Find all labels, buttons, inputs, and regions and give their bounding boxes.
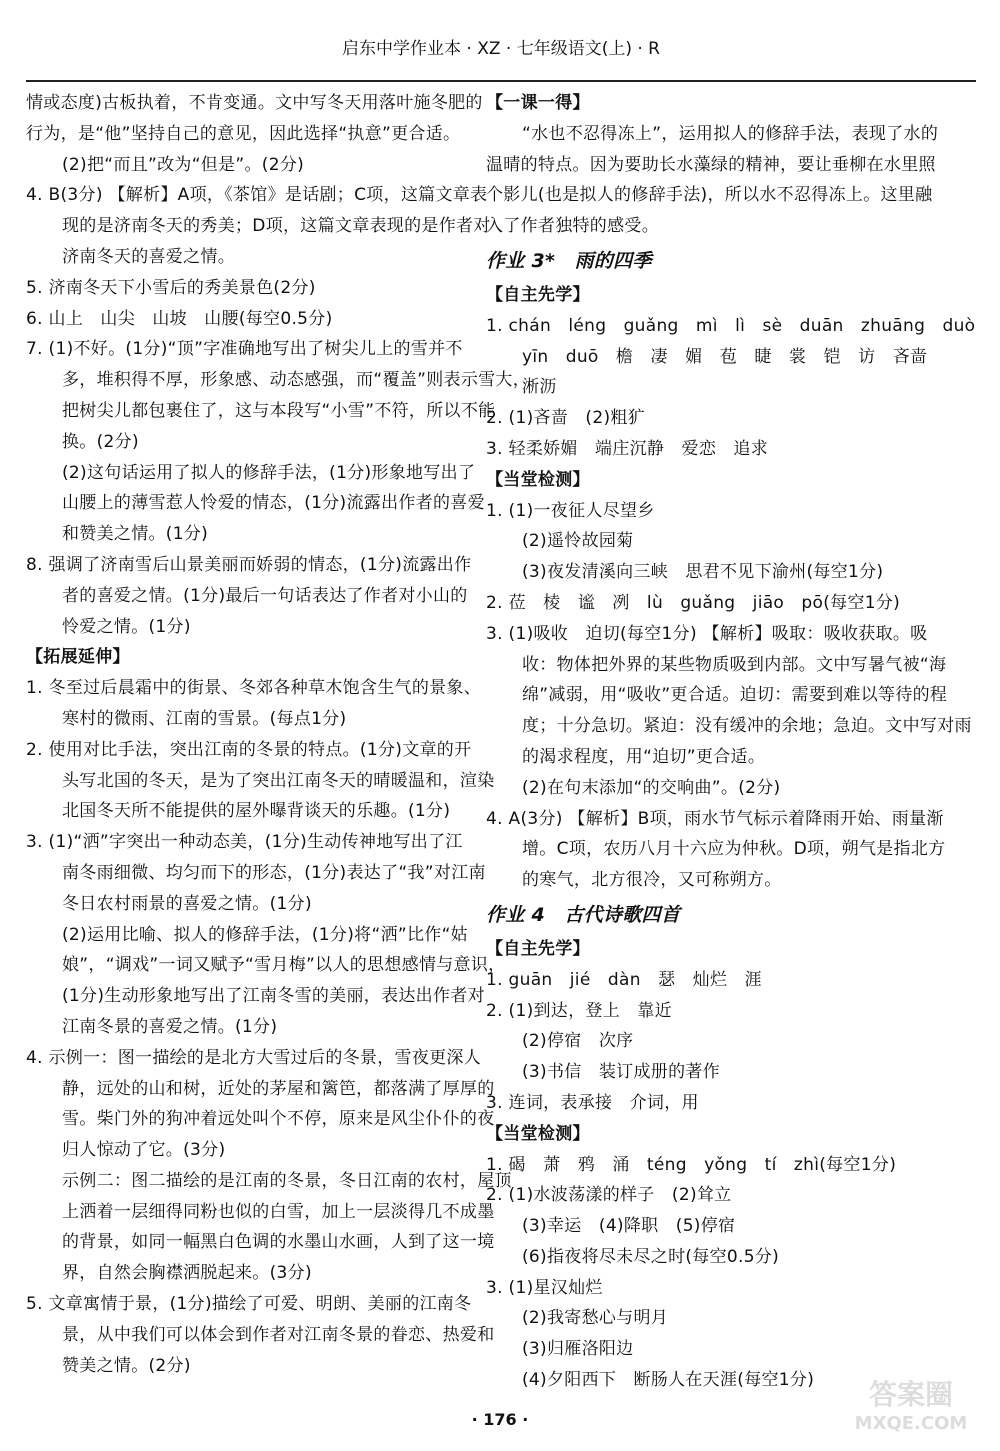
section-heading: 【当堂检测】 [486,469,590,490]
text-line: 5. 文章寓情于景，(1分)描绘了可爱、明朗、美丽的江南冬 [26,1294,472,1315]
text-line: 8. 强调了济南雪后山景美丽而娇弱的情态，(1分)流露出作 [26,554,472,575]
text-line: 2. (1)水波荡漾的样子 (2)耸立 [486,1185,732,1206]
text-line: 江南冬景的喜爱之情。(1分) [62,1016,278,1037]
text-line: 怜爱之情。(1分) [62,616,191,637]
text-line: 1. 碣 萧 鸦 涌 téng yǒng tí zhì(每空1分) [486,1154,897,1175]
text-line: 2. 莅 棱 谧 冽 lù guǎng jiāo pō(每空1分) [486,592,901,613]
text-line: 2. (1)吝啬 (2)粗犷 [486,408,645,429]
text-line: 2. (1)到达，登上 靠近 [486,1000,672,1021]
section-heading: 【一课一得】 [486,93,590,113]
text-line: 景，从中我们可以体会到作者对江南冬景的眷恋、热爱和 [62,1324,495,1345]
page-number: · 176 · [471,1410,529,1429]
text-line: 的渴求程度，用“迫切”更合适。 [522,746,766,767]
left-column [26,88,531,1381]
text-line: (3)归雁洛阳边 [522,1339,634,1360]
text-line: (2)运用比喻、拟人的修辞手法，(1分)将“洒”比作“姑 [62,924,468,945]
text-line: 娘”，“调戏”一词又赋予“雪月梅”以人的思想感情与意识， [62,955,506,976]
text-line: 度；十分急切。紧迫：没有缓冲的余地；急迫。文中写对雨 [522,716,972,737]
text-line: (4)夕阳西下 断肠人在天涯(每空1分) [522,1370,815,1391]
text-line: 3. 连词，表承接 介词，用 [486,1092,699,1113]
text-line: yīn duō 檐 凄 媚 苞 睫 裳 铠 访 吝啬 [522,346,928,367]
text-line: 北国冬天所不能提供的屋外曝背谈天的乐趣。(1分) [62,801,451,822]
text-line: 6. 山上 山尖 山坡 山腰(每空0.5分) [26,308,333,329]
text-line: 者的喜爱之情。(1分)最后一句话表达了作者对小山的 [62,585,468,606]
text-line: 1. guān jié dàn 瑟 灿烂 涯 [486,969,762,990]
text-line: (2)我寄愁心与明月 [522,1308,669,1329]
text-line: (3)幸运 (4)降职 (5)停宿 [522,1216,736,1237]
text-line: 个影儿(也是拟人的修辞手法)，所以水不忍得冻上。这里融 [486,185,933,206]
text-line: 绵”减弱，用“吸收”更合适。迫切：需要到难以等待的程 [522,685,948,706]
text-line: 上洒着一层细得同粉也似的白雪，加上一层淡得几不成墨 [62,1201,495,1222]
text-line: 界，自然会胸襟洒脱起来。(3分) [62,1263,312,1284]
text-line: 情或态度)古板执着，不肯变通。文中写冬天用落叶施冬肥的 [26,93,483,113]
text-line: 南冬雨细微、均匀而下的形态，(1分)表达了“我”对江南 [62,862,486,883]
text-line: 多，堆积得不厚，形象感、动态感强，而“覆盖”则表示雪大， [62,370,531,391]
text-line: 3. (1)“洒”字突出一种动态美，(1分)生动传神地写出了江 [26,832,463,853]
text-line: 4. A(3分) 【解析】B项，雨水节气标示着降雨开始、雨量渐 [486,808,944,829]
section-heading: 【自主先学】 [486,938,590,959]
text-line: 行为，是“他”坚持自己的意见，因此选择“执意”更合适。 [26,123,461,144]
page-header: 启东中学作业本 · XZ · 七年级语文(上) · R [26,18,976,82]
text-line: (2)把“而且”改为“但是”。(2分) [62,154,305,175]
text-line: 雪。柴门外的狗冲着远处叫个不停，原来是风尘仆仆的夜 [62,1109,495,1130]
text-line: 示例二：图二描绘的是江南的冬景，冬日江南的农村，屋顶 [62,1170,512,1191]
text-line: 1. (1)一夜征人尽望乡 [486,500,655,521]
text-line: (3)夜发清溪向三峡 思君不见下渝州(每空1分) [522,562,884,583]
text-line: 把树尖儿都包裹住了，这与本段写“小雪”不符，所以不能 [62,400,496,421]
text-line: 入了作者独特的感受。 [486,216,659,237]
text-line: 赞美之情。(2分) [62,1355,191,1376]
text-line: 静，远处的山和树，近处的茅屋和篱笆，都落满了厚厚的 [62,1078,495,1099]
text-line: 的寒气，北方很冷，又可称朔方。 [522,870,782,891]
text-line: 的背景，如同一幅黑白色调的水墨山水画，人到了这一境 [62,1232,495,1253]
text-line: 淅沥 [522,377,557,398]
text-line: 7. (1)不好。(1分)“顶”字准确地写出了树尖儿上的雪并不 [26,339,463,360]
watermark-logo [836,1373,986,1433]
text-line: 冬日农村雨景的喜爱之情。(1分) [62,893,312,914]
text-line: (2)遥怜故园菊 [522,531,634,552]
text-line: (2)停宿 次序 [522,1031,634,1052]
text-line: 4. B(3分) 【解析】A项，《茶馆》是话剧；C项，这篇文章表 [26,185,488,206]
text-line: 和赞美之情。(1分) [62,524,209,545]
text-line: 3. 轻柔娇媚 端庄沉静 爱恋 追求 [486,438,769,459]
text-line: 济南冬天的喜爱之情。 [62,246,235,267]
text-line: (2)这句话运用了拟人的修辞手法，(1分)形象地写出了 [62,462,476,483]
section-heading: 【自主先学】 [486,284,590,305]
section-heading: 【当堂检测】 [486,1123,590,1144]
text-line: 4. 示例一：图一描绘的是北方大雪过后的冬景，雪夜更深人 [26,1047,482,1068]
text-line: 5. 济南冬天下小雪后的秀美景色(2分) [26,277,316,298]
text-line: 增。C项，农历八月十六应为仲秋。D项，朔气是指北方 [522,839,946,860]
text-line: (1分)生动形象地写出了江南冬雪的美丽，表达出作者对 [62,986,485,1007]
text-line: 3. (1)星汉灿烂 [486,1277,603,1298]
text-line: 山腰上的薄雪惹人怜爱的情态，(1分)流露出作者的喜爱 [62,493,485,514]
text-line: 归人惊动了它。(3分) [62,1140,226,1161]
text-line: 现的是济南冬天的秀美；D项，这篇文章表现的是作者对 [62,216,491,237]
section-title: 作业 4 古代诗歌四首 [486,903,681,926]
watermark-url: MXQE.COM [854,1412,968,1434]
watermark-text: 答案圈 [868,1377,953,1411]
text-line: “水也不忍得冻上”，运用拟人的修辞手法，表现了水的 [522,123,939,144]
text-line: 头写北国的冬天，是为了突出江南冬天的晴暖温和，渲染 [62,770,495,791]
text-line: 1. 冬至过后晨霜中的街景、冬郊各种草木饱含生气的景象、 [26,678,482,699]
text-line: (2)在句末添加“的交响曲”。(2分) [522,777,781,798]
text-line: 3. (1)吸收 迫切(每空1分) 【解析】吸取：吸收获取。吸 [486,623,928,644]
text-line: 2. 使用对比手法，突出江南的冬景的特点。(1分)文章的开 [26,739,472,760]
text-line: 收：物体把外界的某些物质吸到内部。文中写暑气被“海 [522,654,947,675]
text-line: 温晴的特点。因为要助长水藻绿的精神，要让垂柳在水里照 [486,154,936,175]
section-heading: 【拓展延伸】 [26,647,130,668]
text-line: 寒村的微雨、江南的雪景。(每点1分) [62,708,347,729]
text-line: 换。(2分) [62,431,139,452]
section-title: 作业 3* 雨的四季 [486,249,652,272]
text-line: (6)指夜将尽未尽之时(每空0.5分) [522,1246,780,1267]
text-line: (3)书信 装订成册的著作 [522,1062,720,1083]
text-line: 1. chán léng guǎng mì lì sè duān zhuāng duò [486,315,976,336]
